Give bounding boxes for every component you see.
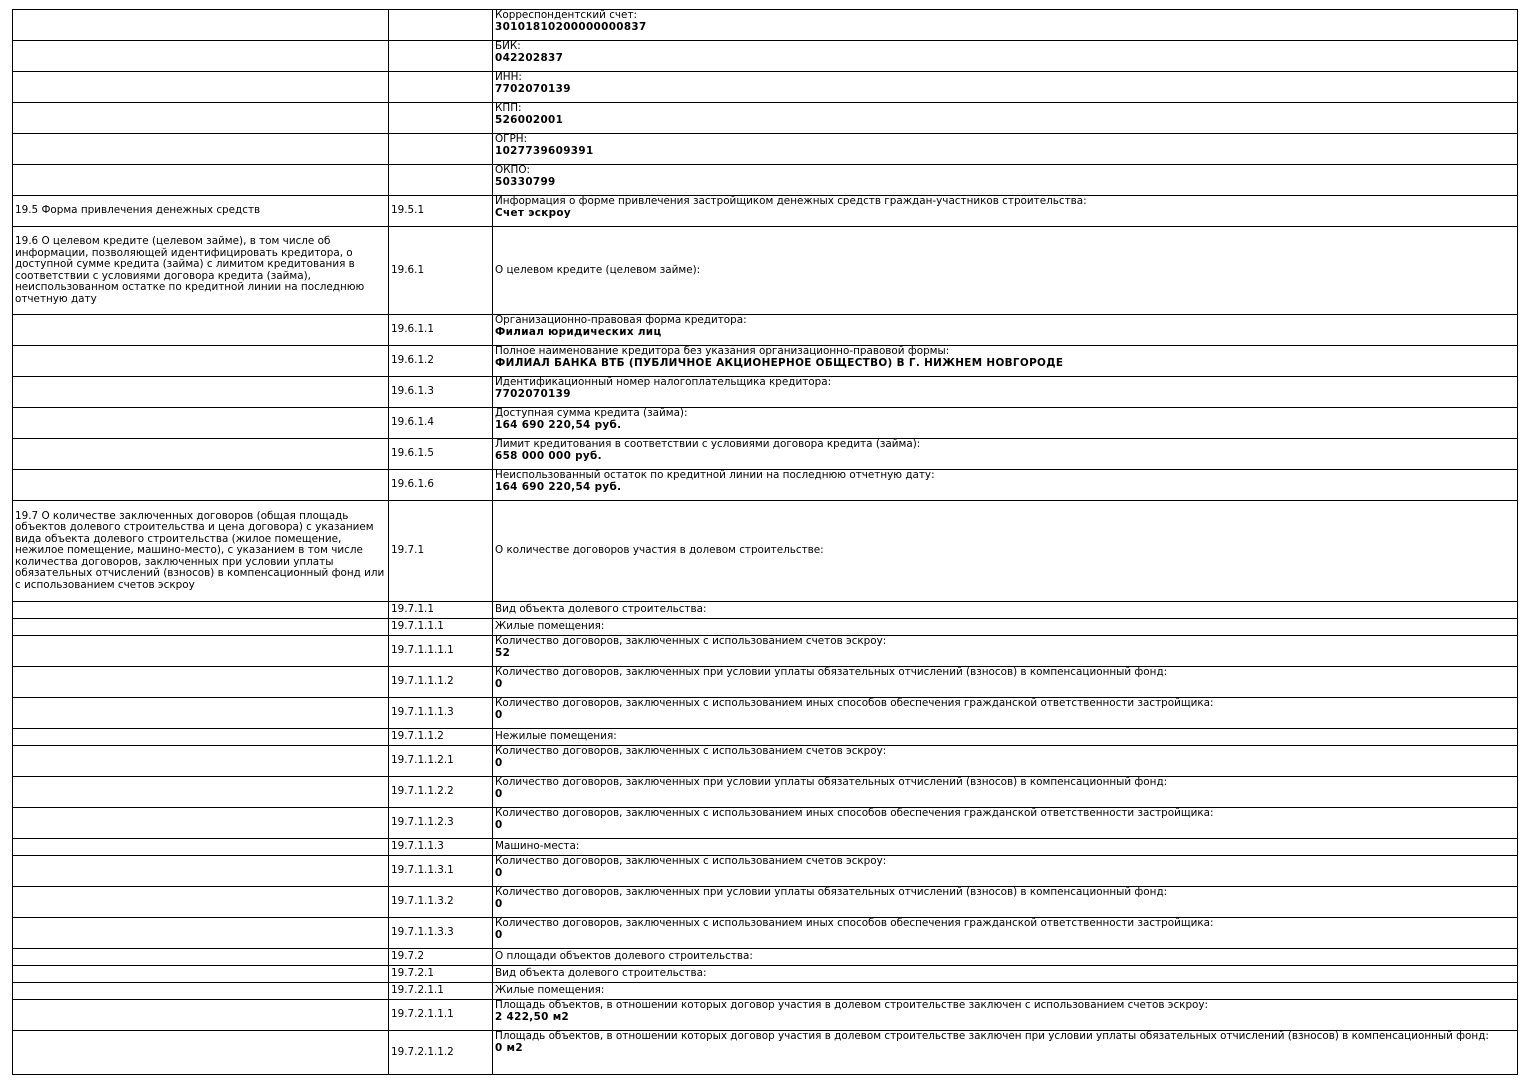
item-value: ФИЛИАЛ БАНКА ВТБ (ПУБЛИЧНОЕ АКЦИОНЕРНОЕ ОБЩЕСТВО) В Г. НИЖНЕМ НОВГОРОДЕ: [495, 356, 1064, 369]
item-value: 0: [495, 818, 503, 831]
table-row: [13, 777, 1518, 808]
item-code: 19.7.1.1.3.3: [391, 926, 454, 939]
item-label: Количество договоров, заключенных при условии уплаты обязательных отчислений (взносов) в компенсационный фонд:: [495, 776, 1168, 788]
item-value: 0: [495, 787, 503, 800]
item-code: 19.5.1: [391, 204, 425, 217]
section-cell: [13, 470, 389, 501]
item-value: 7702070139: [495, 387, 571, 400]
item-label: Площадь объектов, в отношении которых договор участия в долевом строительстве заключен с использованием счетов эскроу:: [495, 999, 1209, 1011]
table-row: [13, 918, 1518, 949]
item-code: 19.7.1: [391, 544, 425, 557]
item-label: Количество договоров, заключенных с использованием счетов эскроу:: [495, 635, 887, 647]
item-content-cell: [493, 619, 1518, 636]
item-content-cell: [493, 636, 1518, 667]
item-label: Количество договоров, заключенных с использованием иных способов обеспечения гражданской ответственности застройщика:: [495, 807, 1214, 819]
item-code-cell: [389, 377, 493, 408]
item-code-cell: [389, 1031, 493, 1075]
table-row: [13, 346, 1518, 377]
item-content-cell: [493, 41, 1518, 72]
item-label: Количество договоров, заключенных с использованием счетов эскроу:: [495, 745, 887, 757]
section-cell: [13, 918, 389, 949]
section-cell: [13, 315, 389, 346]
item-label: Площадь объектов, в отношении которых договор участия в долевом строительстве заключен при условии уплаты обязательных отчислений (взносов) в компенсационный фонд:: [495, 1030, 1489, 1042]
item-content-cell: [493, 103, 1518, 134]
table-row: [13, 470, 1518, 501]
item-label: Полное наименование кредитора без указания организационно-правовой формы:: [495, 345, 950, 357]
section-cell: [13, 856, 389, 887]
item-value: 2 422,50 м2: [495, 1010, 570, 1023]
item-content-cell: [493, 777, 1518, 808]
item-content-cell: [493, 10, 1518, 41]
item-content-cell: [493, 439, 1518, 470]
item-content-cell: [493, 667, 1518, 698]
item-code-cell: [389, 602, 493, 619]
item-code: 19.7.1.1.2.1: [391, 754, 454, 767]
section-cell: [13, 619, 389, 636]
item-code-cell: [389, 918, 493, 949]
item-value: 164 690 220,54 руб.: [495, 480, 622, 493]
item-label: ОГРН:: [495, 133, 528, 145]
section-cell: [13, 698, 389, 729]
item-value: 52: [495, 646, 511, 659]
item-code-cell: [389, 439, 493, 470]
item-code-cell: [389, 1000, 493, 1031]
item-label: Доступная сумма кредита (займа):: [495, 407, 688, 419]
item-code-cell: [389, 746, 493, 777]
item-content-cell: [493, 949, 1518, 966]
item-value: 0: [495, 866, 503, 879]
item-label: БИК:: [495, 40, 521, 52]
item-value: Филиал юридических лиц: [495, 325, 662, 338]
item-code-cell: [389, 501, 493, 602]
item-content-cell: [493, 602, 1518, 619]
table-row: [13, 315, 1518, 346]
item-content-cell: [493, 227, 1518, 315]
item-code: 19.7.1.1.3.1: [391, 864, 454, 877]
table-row: [13, 134, 1518, 165]
item-code-cell: [389, 887, 493, 918]
section-cell: [13, 227, 389, 315]
item-label: КПП:: [495, 102, 522, 114]
section-cell: [13, 808, 389, 839]
item-label: ИНН:: [495, 71, 522, 83]
item-code: 19.7.1.1.2.2: [391, 785, 454, 798]
item-code-cell: [389, 856, 493, 887]
table-row: [13, 10, 1518, 41]
item-code-cell: [389, 470, 493, 501]
table-row: [13, 856, 1518, 887]
table-row: [13, 72, 1518, 103]
section-cell: [13, 966, 389, 983]
item-content-cell: [493, 196, 1518, 227]
table-row: [13, 983, 1518, 1000]
section-cell: [13, 103, 389, 134]
item-label: О площади объектов долевого строительства:: [495, 950, 753, 963]
section-cell: [13, 41, 389, 72]
table-body: [13, 10, 1518, 1075]
item-code: 19.6.1.3: [391, 385, 434, 398]
item-value: 0 м2: [495, 1041, 523, 1054]
table-row: [13, 227, 1518, 315]
section-cell: [13, 439, 389, 470]
item-code-cell: [389, 698, 493, 729]
table-row: [13, 602, 1518, 619]
item-content-cell: [493, 501, 1518, 602]
item-content-cell: [493, 408, 1518, 439]
item-code: 19.6.1.1: [391, 323, 434, 336]
item-label: Неиспользованный остаток по кредитной линии на последнюю отчетную дату:: [495, 469, 935, 481]
item-code: 19.6.1.4: [391, 416, 434, 429]
item-code-cell: [389, 966, 493, 983]
item-code: 19.7.2.1.1: [391, 984, 444, 997]
section-cell: [13, 501, 389, 602]
item-code: 19.7.1.1: [391, 603, 434, 616]
item-label: Машино-места:: [495, 840, 580, 853]
item-value: 526002001: [495, 113, 564, 126]
item-content-cell: [493, 377, 1518, 408]
item-label: Жилые помещения:: [495, 984, 605, 997]
item-value: 50330799: [495, 175, 556, 188]
item-label: Нежилые помещения:: [495, 730, 617, 743]
item-value: 658 000 000 руб.: [495, 449, 602, 462]
item-label: Идентификационный номер налогоплательщика кредитора:: [495, 376, 832, 388]
item-content-cell: [493, 470, 1518, 501]
section-cell: [13, 196, 389, 227]
table-row: [13, 103, 1518, 134]
item-code: 19.6.1: [391, 263, 425, 276]
section-cell: [13, 887, 389, 918]
item-content-cell: [493, 165, 1518, 196]
table-row: [13, 808, 1518, 839]
item-value: 042202837: [495, 51, 564, 64]
table-row: [13, 377, 1518, 408]
table-row: [13, 667, 1518, 698]
table-row: [13, 887, 1518, 918]
table-row: [13, 698, 1518, 729]
item-code-cell: [389, 777, 493, 808]
item-label: Вид объекта долевого строительства:: [495, 967, 707, 980]
item-content-cell: [493, 887, 1518, 918]
item-code: 19.6.1.2: [391, 354, 434, 367]
item-code-cell: [389, 408, 493, 439]
item-value: 0: [495, 756, 503, 769]
item-label: Организационно-правовая форма кредитора:: [495, 314, 747, 326]
item-content-cell: [493, 1031, 1518, 1075]
section-cell: [13, 602, 389, 619]
item-code-cell: [389, 227, 493, 315]
item-value: 1027739609391: [495, 144, 594, 157]
section-cell: [13, 134, 389, 165]
section-title: 19.7 О количестве заключенных договоров (общая площадь объектов долевого строительства и цена договора) с указанием вида объекта долевого строительства (жилое помещение, нежилое помещение, машино-место), с указанием в том числе количества договоров, заключенных при условии уплаты обязательных отчислений (взносов) в компенсационный фонд или с использованием счетов эскроу: [15, 509, 385, 591]
section-cell: [13, 1031, 389, 1075]
item-code: 19.7.2: [391, 950, 425, 963]
item-code-cell: [389, 134, 493, 165]
item-label: Количество договоров, заключенных при условии уплаты обязательных отчислений (взносов) в компенсационный фонд:: [495, 666, 1168, 678]
item-code-cell: [389, 72, 493, 103]
item-code-cell: [389, 315, 493, 346]
item-value: 0: [495, 708, 503, 721]
item-content-cell: [493, 1000, 1518, 1031]
item-code: 19.7.1.1.1: [391, 620, 444, 633]
section-cell: [13, 949, 389, 966]
item-code-cell: [389, 636, 493, 667]
section-cell: [13, 72, 389, 103]
item-content-cell: [493, 315, 1518, 346]
table-row: [13, 746, 1518, 777]
section-cell: [13, 729, 389, 746]
section-cell: [13, 10, 389, 41]
section-title: 19.5 Форма привлечения денежных средств: [15, 204, 261, 217]
item-content-cell: [493, 839, 1518, 856]
section-cell: [13, 636, 389, 667]
item-code-cell: [389, 808, 493, 839]
item-code: 19.7.2.1.1.2: [391, 1045, 454, 1058]
item-code: 19.6.1.6: [391, 478, 434, 491]
table-row: [13, 839, 1518, 856]
item-code-cell: [389, 196, 493, 227]
table-row: [13, 619, 1518, 636]
item-code-cell: [389, 949, 493, 966]
item-value: Счет эскроу: [495, 206, 572, 219]
table-row: [13, 966, 1518, 983]
item-code-cell: [389, 983, 493, 1000]
item-code-cell: [389, 103, 493, 134]
item-content-cell: [493, 918, 1518, 949]
item-label: Жилые помещения:: [495, 620, 605, 633]
item-code: 19.7.1.1.1.1: [391, 644, 454, 657]
section-title: 19.6 О целевом кредите (целевом займе), в том числе об информации, позволяющей идентифицировать кредитора, о доступной сумме кредита (займа) с лимитом кредитования в соответствии с условиями договора кредита (займа), неиспользованном остатке по кредитной линии на последнюю отчетную дату: [15, 235, 365, 305]
item-label: Количество договоров, заключенных при условии уплаты обязательных отчислений (взносов) в компенсационный фонд:: [495, 886, 1168, 898]
item-value: 164 690 220,54 руб.: [495, 418, 622, 431]
item-value: 0: [495, 897, 503, 910]
section-cell: [13, 667, 389, 698]
table-row: [13, 636, 1518, 667]
item-content-cell: [493, 808, 1518, 839]
item-content-cell: [493, 746, 1518, 777]
item-code-cell: [389, 839, 493, 856]
section-cell: [13, 377, 389, 408]
item-label: Корреспондентский счет:: [495, 9, 637, 21]
table-row: [13, 729, 1518, 746]
section-cell: [13, 346, 389, 377]
item-label: Количество договоров, заключенных с использованием счетов эскроу:: [495, 855, 887, 867]
item-value: 0: [495, 928, 503, 941]
table-row: [13, 949, 1518, 966]
item-label: ОКПО:: [495, 164, 531, 176]
item-code-cell: [389, 165, 493, 196]
item-code: 19.7.2.1: [391, 967, 434, 980]
section-cell: [13, 1000, 389, 1031]
item-code: 19.7.1.1.1.3: [391, 706, 454, 719]
item-code: 19.7.1.1.2: [391, 730, 444, 743]
item-content-cell: [493, 856, 1518, 887]
item-content-cell: [493, 134, 1518, 165]
item-content-cell: [493, 983, 1518, 1000]
table-row: [13, 408, 1518, 439]
item-code: 19.7.1.1.2.3: [391, 816, 454, 829]
item-code: 19.7.1.1.3: [391, 840, 444, 853]
item-content-cell: [493, 346, 1518, 377]
item-label: Количество договоров, заключенных с использованием иных способов обеспечения гражданской ответственности застройщика:: [495, 917, 1214, 929]
item-content-cell: [493, 698, 1518, 729]
item-label: О целевом кредите (целевом займе):: [495, 263, 701, 276]
item-code: 19.7.2.1.1.1: [391, 1008, 454, 1021]
section-cell: [13, 746, 389, 777]
item-value: 0: [495, 677, 503, 690]
item-code-cell: [389, 619, 493, 636]
table-row: [13, 196, 1518, 227]
item-code-cell: [389, 346, 493, 377]
table-row: [13, 165, 1518, 196]
section-cell: [13, 983, 389, 1000]
item-code: 19.7.1.1.3.2: [391, 895, 454, 908]
item-value: 7702070139: [495, 82, 571, 95]
table-row: [13, 501, 1518, 602]
item-label: Количество договоров, заключенных с использованием иных способов обеспечения гражданской ответственности застройщика:: [495, 697, 1214, 709]
section-cell: [13, 777, 389, 808]
item-label: Информация о форме привлечения застройщиком денежных средств граждан-участников строительства:: [495, 195, 1087, 207]
item-content-cell: [493, 729, 1518, 746]
item-label: Вид объекта долевого строительства:: [495, 603, 707, 616]
item-label: О количестве договоров участия в долевом строительстве:: [495, 544, 824, 557]
item-code-cell: [389, 10, 493, 41]
item-value: 30101810200000000837: [495, 20, 647, 33]
section-cell: [13, 165, 389, 196]
section-cell: [13, 408, 389, 439]
item-label: Лимит кредитования в соответствии с условиями договора кредита (займа):: [495, 438, 921, 450]
item-code: 19.6.1.5: [391, 447, 434, 460]
item-content-cell: [493, 966, 1518, 983]
item-content-cell: [493, 72, 1518, 103]
item-code: 19.7.1.1.1.2: [391, 675, 454, 688]
item-code-cell: [389, 729, 493, 746]
section-cell: [13, 839, 389, 856]
table-row: [13, 439, 1518, 470]
table-row: [13, 1000, 1518, 1031]
table-row: [13, 41, 1518, 72]
table-row: [13, 1031, 1518, 1075]
disclosure-table: [12, 9, 1518, 1075]
item-code-cell: [389, 41, 493, 72]
item-code-cell: [389, 667, 493, 698]
